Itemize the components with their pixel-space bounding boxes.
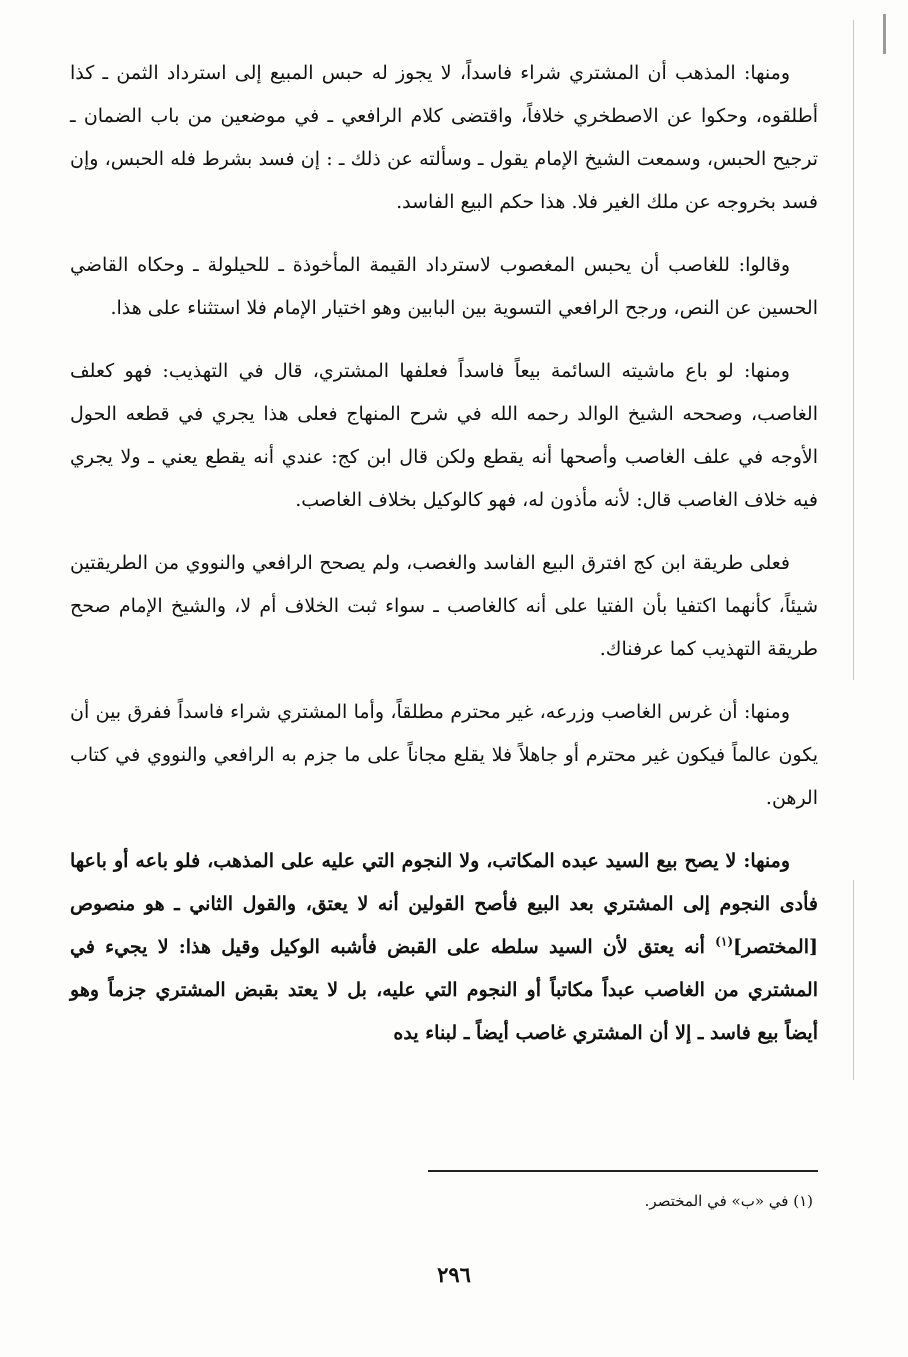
paragraph: ومنها: أن غرس الغاصب وزرعه، غير محترم مطلقاً، وأما المشتري شراء فاسداً ففرق بين أن يكون عالماً فيكون غير محترم أو جاهلاً فلا يقلع مجاناً على ما جزم به الرافعي والنووي في كتاب الرهن. [70,701,818,809]
footnote-reference: (١) [715,934,733,949]
paragraph: وقالوا: للغاصب أن يحبس المغصوب لاسترداد القيمة المأخوذة ـ للحيلولة ـ وحكاه القاضي الحسين عن النص، ورجح الرافعي التسوية بين البابين وهو اختيار الإمام فلا استثناء على هذا. [70,254,818,319]
main-text [70,52,818,1075]
paragraph-bold [70,840,818,1055]
page-number: ٢٩٦ [437,1262,471,1287]
paragraph: ومنها: لو باع ماشيته السائمة بيعاً فاسداً فعلفها المشتري، قال في التهذيب: فهو كعلف الغاصب، وصححه الشيخ الوالد رحمه الله في شرح المنهاج فعلى هذا يجري في قطعه الحول الأوجه في علف الغاصب وأصحها أنه يقطع ولكن قال ابن كج: عندي أنه يقطع يعني ـ ولا يجري فيه خلاف الغاصب قال: لأنه مأذون له، فهو كالوكيل بخلاف الغاصب. [70,360,818,511]
scan-artifact-line [853,880,854,1080]
paragraph: فعلى طريقة ابن كج افترق البيع الفاسد والغصب، ولم يصحح الرافعي والنووي من الطريقتين شيئاً، كأنهما اكتفيا بأن الفتيا على أنه كالغاصب ـ سواء ثبت الخلاف أم لا، والشيخ الإمام صحح طريقة التهذيب كما عرفناك. [70,552,818,660]
paragraph-text: أنه يعتق لأن السيد سلطه على القبض فأشبه الوكيل وقيل هذا: لا يجيء في المشتري من الغاصب عبداً مكاتباً أو النجوم التي عليه، بل لا يعتد بقبض المشتري جزماً وهو أيضاً بيع فاسد ـ إلا أن المشتري غاصب أيضاً ـ لبناء يده [70,936,818,1044]
footnote-divider [428,1170,818,1172]
footnote: (١) في «ب» في المختصر. [644,1192,813,1210]
paragraph: ومنها: المذهب أن المشتري شراء فاسداً، لا يجوز له حبس المبيع إلى استرداد الثمن ـ كذا أطلقوه، وحكوا عن الاصطخري خلافاً، واقتضى كلام الرافعي ـ في موضعين من باب الضمان ـ ترجيح الحبس، وسمعت الشيخ الإمام يقول ـ وسألته عن ذلك ـ : إن فسد بشرط فله الحبس، وإن فسد بخروجه عن ملك الغير فلا. هذا حكم البيع الفاسد. [70,62,818,213]
paragraph-text: ومنها: لا يصح بيع السيد عبده المكاتب، ولا النجوم التي عليه على المذهب، فلو باعه أو باعها فأدى النجوم إلى المشتري بعد البيع فأصح القولين أنه لا يعتق، والقول الثاني ـ هو منصوص [المختصر] [70,850,818,958]
scan-artifact-line [853,20,854,680]
scan-artifact-mark [883,14,886,54]
